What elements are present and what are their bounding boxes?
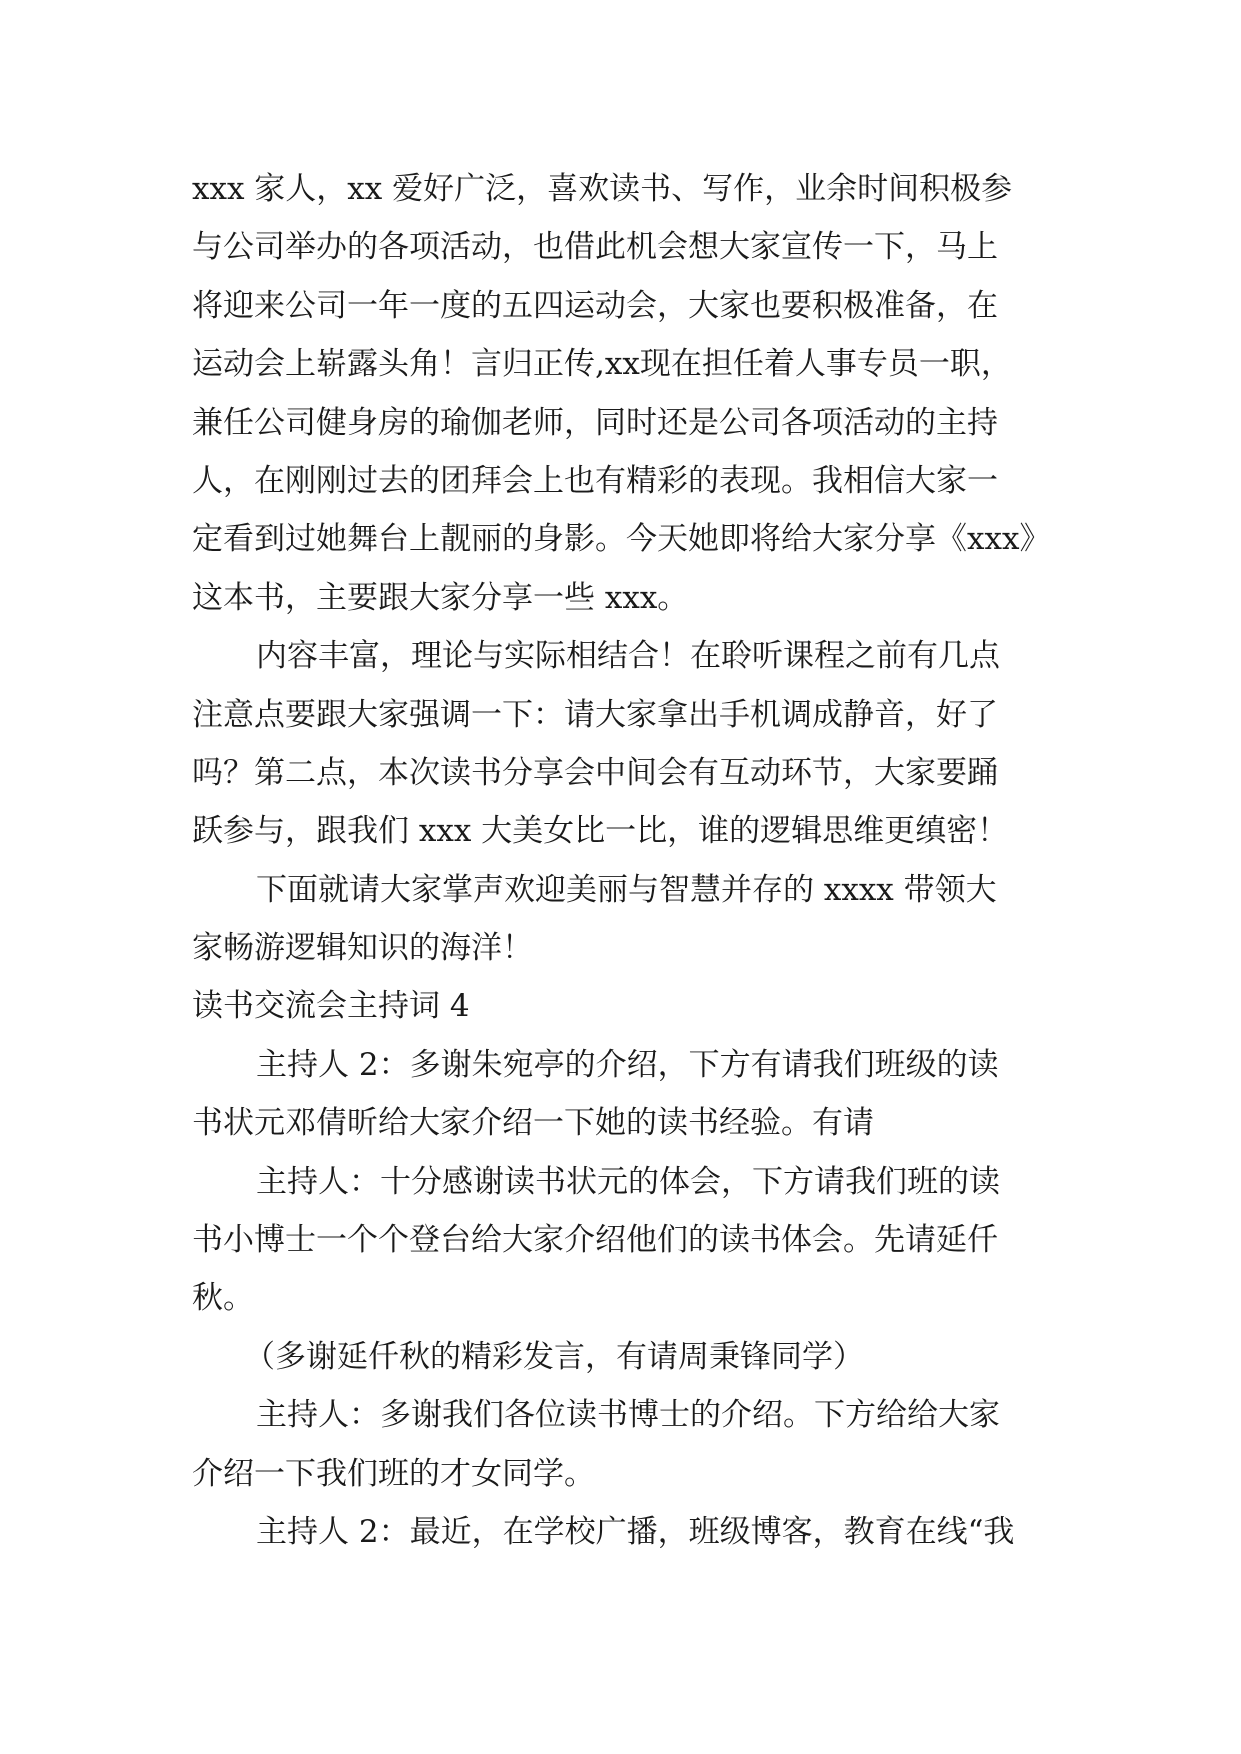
text-line: 介绍一下我们班的才女同学。 [192,1455,595,1492]
text-line: 与公司举办的各项活动，也借此机会想大家宣传一下，马上 [192,229,998,266]
text-line: 定看到过她舞台上靓丽的身影。今天她即将给大家分享《xxx》 [192,521,1051,558]
text-line: 书状元邓倩昕给大家介绍一下她的读书经验。有请 [192,1105,874,1142]
text-line: 跃参与，跟我们 xxx 大美女比一比，谁的逻辑思维更缜密！ [192,813,1009,850]
text-line: 吗？第二点，本次读书分享会中间会有互动环节，大家要踊 [192,754,998,791]
paragraph-start-line: 主持人：十分感谢读书状元的体会，下方请我们班的读 [256,1163,1000,1200]
paragraph-start-line: 主持人 2：多谢朱宛亭的介绍，下方有请我们班级的读 [256,1046,999,1083]
text-line: 秋。 [192,1280,254,1317]
text-line: 这本书，主要跟大家分享一些 xxx。 [192,579,689,616]
text-line: 将迎来公司一年一度的五四运动会，大家也要积极准备，在 [192,287,998,324]
text-line: xxx 家人，xx 爱好广泛，喜欢读书、写作，业余时间积极参 [192,171,1013,207]
text-line: 兼任公司健身房的瑜伽老师，同时还是公司各项活动的主持 [192,404,998,441]
paragraph-start-line: 下面就请大家掌声欢迎美丽与智慧并存的 xxxx 带领大 [256,871,997,908]
text-line: 家畅游逻辑知识的海洋！ [192,930,533,967]
document-body [192,160,1072,1561]
paragraph-start-line: 内容丰富，理论与实际相结合！在聆听课程之前有几点 [256,638,1000,675]
text-line: 书小博士一个个登台给大家介绍他们的读书体会。先请延仟 [192,1222,998,1259]
text-line: 人，在刚刚过去的团拜会上也有精彩的表现。我相信大家一 [192,462,998,499]
section-heading: 读书交流会主持词 4 [192,988,470,1025]
text-line: 注意点要跟大家强调一下：请大家拿出手机调成静音，好了 [192,696,998,733]
paragraph-start-line: 主持人：多谢我们各位读书博士的介绍。下方给给大家 [256,1397,1000,1434]
paragraph-start-line: （多谢延仟秋的精彩发言，有请周秉锋同学） [244,1338,864,1375]
text-line: 运动会上崭露头角！言归正传,xx现在担任着人事专员一职， [192,346,1012,383]
paragraph-start-line: 主持人 2：最近，在学校广播，班级博客，教育在线“我 [256,1513,1015,1550]
